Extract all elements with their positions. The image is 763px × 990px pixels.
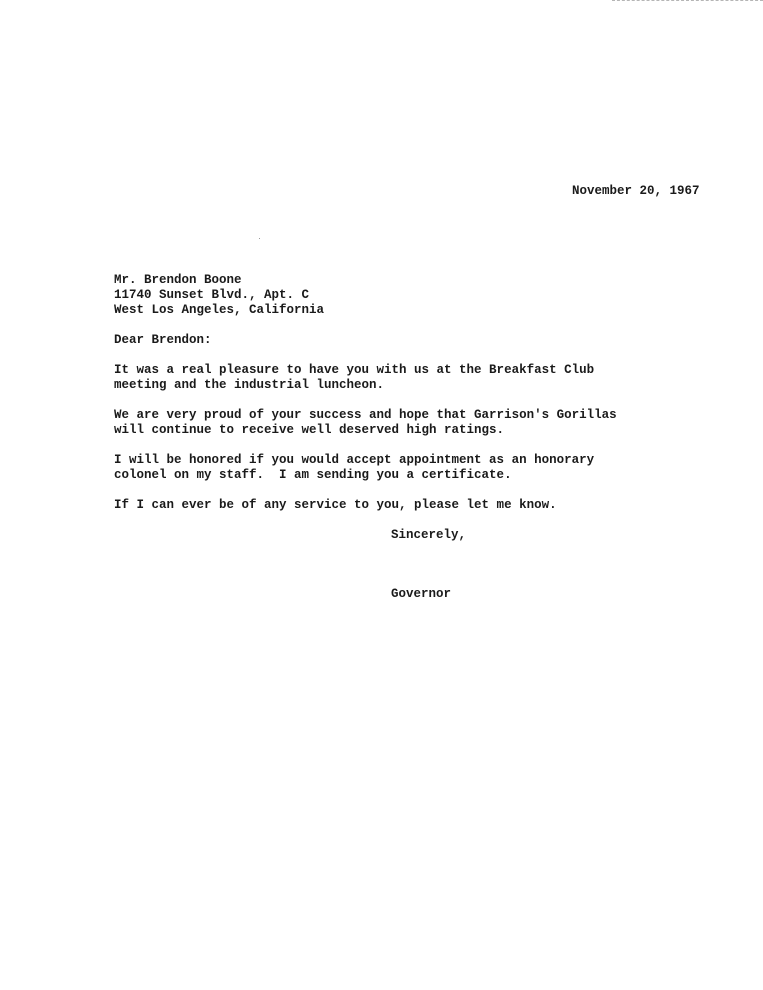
- page-edge-marks: [612, 0, 763, 1]
- closing: Sincerely,: [391, 528, 467, 542]
- paragraph-1-line-2: meeting and the industrial luncheon.: [114, 378, 385, 392]
- paragraph-3-line-2: colonel on my staff. I am sending you a certificate.: [114, 468, 512, 482]
- paragraph-2-line-2: will continue to receive well deserved high ratings.: [114, 423, 505, 437]
- salutation: Dear Brendon:: [114, 333, 212, 347]
- paragraph-3-line-1: I will be honored if you would accept appointment as an honorary: [114, 453, 595, 467]
- paper-speck: [259, 238, 260, 239]
- signature-title: Governor: [391, 587, 452, 601]
- paragraph-2-line-1: We are very proud of your success and hope that Garrison's Gorillas: [114, 408, 617, 422]
- recipient-name: Mr. Brendon Boone: [114, 273, 242, 287]
- paragraph-4-line-1: If I can ever be of any service to you, please let me know.: [114, 498, 557, 512]
- recipient-city: West Los Angeles, California: [114, 303, 325, 317]
- letter-date: November 20, 1967: [572, 184, 700, 198]
- recipient-street: 11740 Sunset Blvd., Apt. C: [114, 288, 310, 302]
- paragraph-1-line-1: It was a real pleasure to have you with us at the Breakfast Club: [114, 363, 595, 377]
